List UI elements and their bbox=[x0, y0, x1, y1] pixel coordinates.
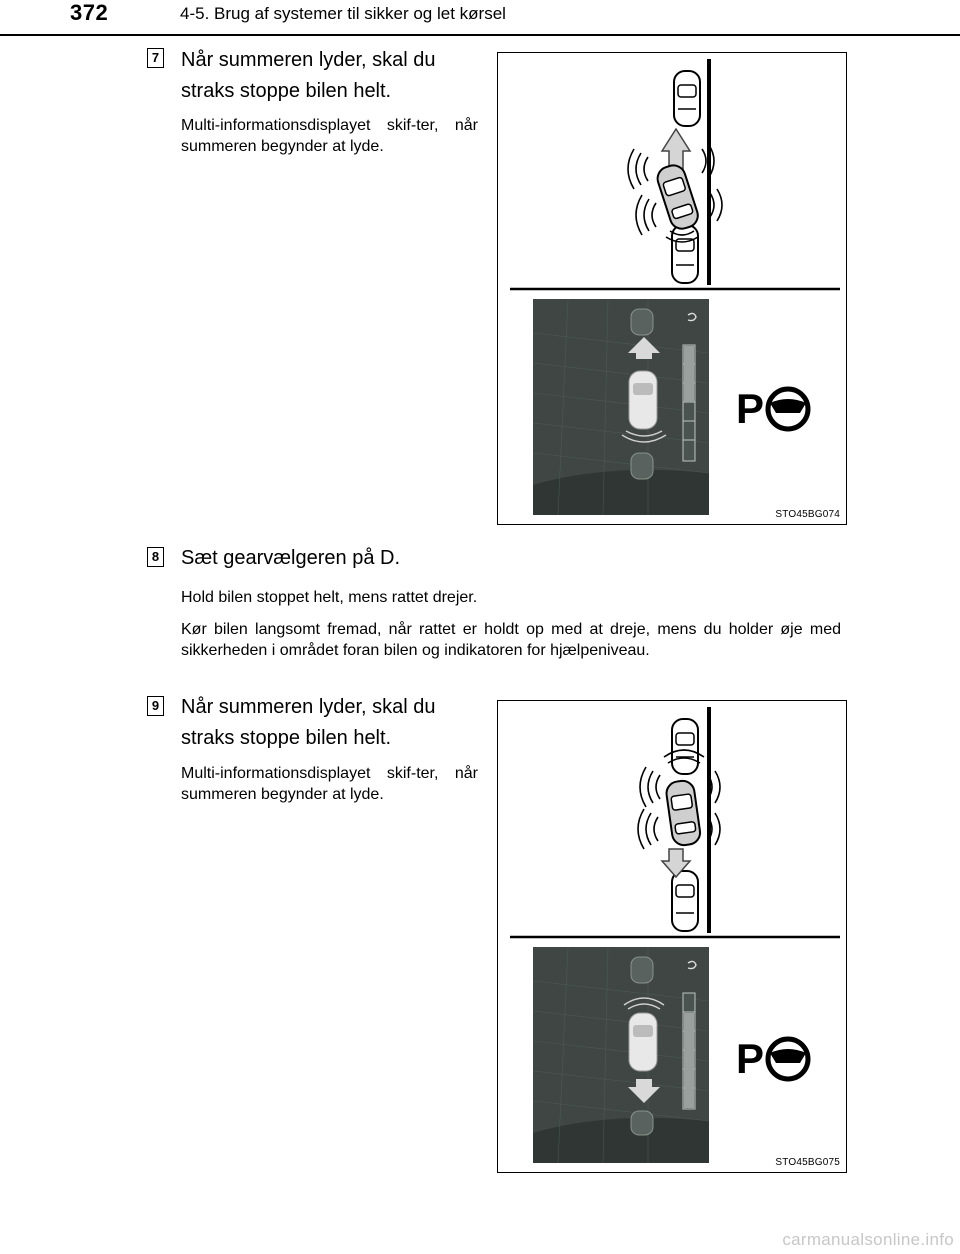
step-badge-8: 8 bbox=[147, 547, 164, 567]
parking-illustration-up bbox=[498, 53, 848, 526]
step-8-text-2: Kør bilen langsomt fremad, når rattet er holdt op med at dreje, mens du holder øje med sikkerheden i området foran bilen og indikatoren for hjælpeniveau. bbox=[181, 621, 841, 659]
step-badge-7: 7 bbox=[147, 48, 164, 68]
figure-code-074: STO45BG074 bbox=[775, 509, 840, 520]
step-8-heading: Sæt gearvælgeren på D. bbox=[181, 547, 401, 569]
svg-text:P: P bbox=[736, 385, 765, 432]
parked-car-rear-icon bbox=[672, 871, 698, 931]
parked-car-front-icon bbox=[672, 719, 698, 774]
header-rule bbox=[0, 34, 960, 36]
multi-information-display bbox=[533, 299, 709, 515]
multi-information-display bbox=[533, 947, 709, 1163]
page-number: 372 bbox=[70, 0, 109, 25]
parking-illustration-down bbox=[498, 701, 848, 1174]
section-title: 4-5. Brug af systemer til sikker og let kørsel bbox=[180, 4, 506, 23]
svg-text:P: P bbox=[736, 1035, 765, 1082]
own-car-icon bbox=[654, 162, 700, 232]
step-9-heading: Når summeren lyder, skal du straks stoppe bilen helt. bbox=[181, 696, 436, 749]
figure-step-7 bbox=[497, 52, 847, 525]
figure-code-075: STO45BG075 bbox=[775, 1157, 840, 1168]
park-assist-steering-icon bbox=[736, 385, 808, 432]
step-7-heading: Når summeren lyder, skal du straks stoppe bilen helt. bbox=[181, 49, 436, 102]
step-badge-9: 9 bbox=[147, 696, 164, 716]
park-assist-steering-icon bbox=[736, 1035, 808, 1082]
step-9-text: Multi-informationsdisplayet skif-ter, når summeren begynder at lyde. bbox=[181, 765, 478, 803]
step-8-text-1: Hold bilen stoppet helt, mens rattet drejer. bbox=[181, 589, 478, 606]
parked-car-front-icon bbox=[674, 71, 700, 126]
watermark: carmanualsonline.info bbox=[782, 1230, 954, 1249]
own-car-icon bbox=[665, 779, 702, 846]
step-7-text: Multi-informationsdisplayet skif-ter, når summeren begynder at lyde. bbox=[181, 117, 478, 155]
figure-step-9 bbox=[497, 700, 847, 1173]
